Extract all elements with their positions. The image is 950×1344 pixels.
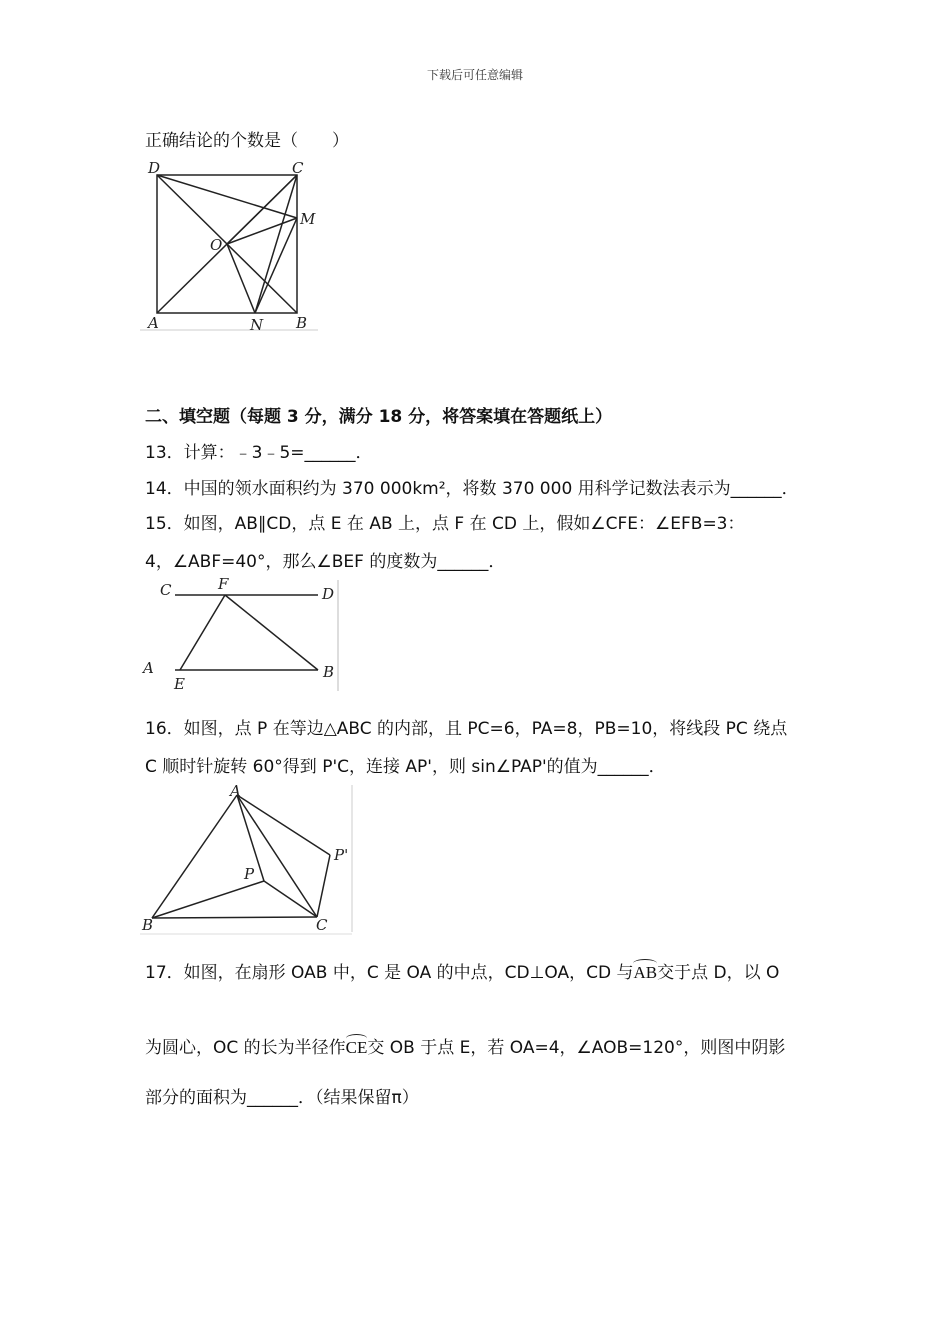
label-B: B (323, 663, 335, 681)
label-A: A (230, 782, 241, 800)
question-14: 14．中国的领水面积约为 370 000km²，将数 370 000 用科学记数法表示为______． (145, 479, 799, 499)
section-title: 二、填空题（每题 3 分，满分 18 分，将答案填在答题纸上） (145, 407, 613, 427)
question-13: 13．计算：﹣3﹣5=______． (145, 443, 373, 463)
figure-q16 (140, 780, 355, 938)
label-N: N (250, 316, 264, 334)
question-17-line2 (145, 1033, 785, 1058)
q17-text-c: 为圆心，OC 的长为半径作 (145, 1038, 346, 1058)
label-B: B (296, 314, 308, 332)
arc-AB: AB (633, 963, 658, 982)
question-17-line3: 部分的面积为______．（结果保留π） (145, 1088, 419, 1108)
label-C: C (160, 581, 172, 599)
label-C: C (292, 159, 304, 177)
figure-q12 (140, 158, 325, 338)
q17-text-a: 17．如图，在扇形 OAB 中，C 是 OA 的中点，CD⊥OA，CD 与 (145, 963, 634, 983)
question-17-line1 (145, 958, 779, 983)
label-E: E (174, 675, 185, 693)
label-C: C (316, 916, 328, 934)
label-F: F (218, 575, 229, 593)
label-P: P (244, 865, 255, 883)
label-B: B (142, 916, 154, 934)
q17-text-b: 交于点 D，以 O (657, 963, 780, 983)
figure-q15 (140, 575, 345, 695)
question-15-line1: 15．如图，AB∥CD，点 E 在 AB 上，点 F 在 CD 上，假如∠CFE：∠EFB=3： (145, 514, 745, 534)
arc-CE: CE (345, 1038, 368, 1057)
label-A: A (143, 659, 154, 677)
question-16-line2: C 顺时针旋转 60°得到 P'C，连接 AP'，则 sin∠PAP'的值为______． (145, 757, 666, 777)
label-P-prime: P' (334, 846, 349, 864)
page-header: 下载后可任意编辑 (426, 68, 523, 82)
label-D: D (148, 159, 161, 177)
label-A: A (148, 314, 159, 332)
question-15-line2: 4，∠ABF=40°，那么∠BEF 的度数为______． (145, 552, 506, 572)
label-D: D (322, 585, 335, 603)
q12-tail: 正确结论的个数是（ ） (145, 131, 349, 151)
question-16-line1: 16．如图，点 P 在等边△ABC 的内部，且 PC=6，PA=8，PB=10，将线段 PC 绕点 (145, 719, 788, 739)
label-O: O (210, 236, 223, 254)
q17-text-d: 交 OB 于点 E，若 OA=4，∠AOB=120°，则图中阴影 (367, 1038, 786, 1058)
label-M: M (300, 210, 316, 228)
